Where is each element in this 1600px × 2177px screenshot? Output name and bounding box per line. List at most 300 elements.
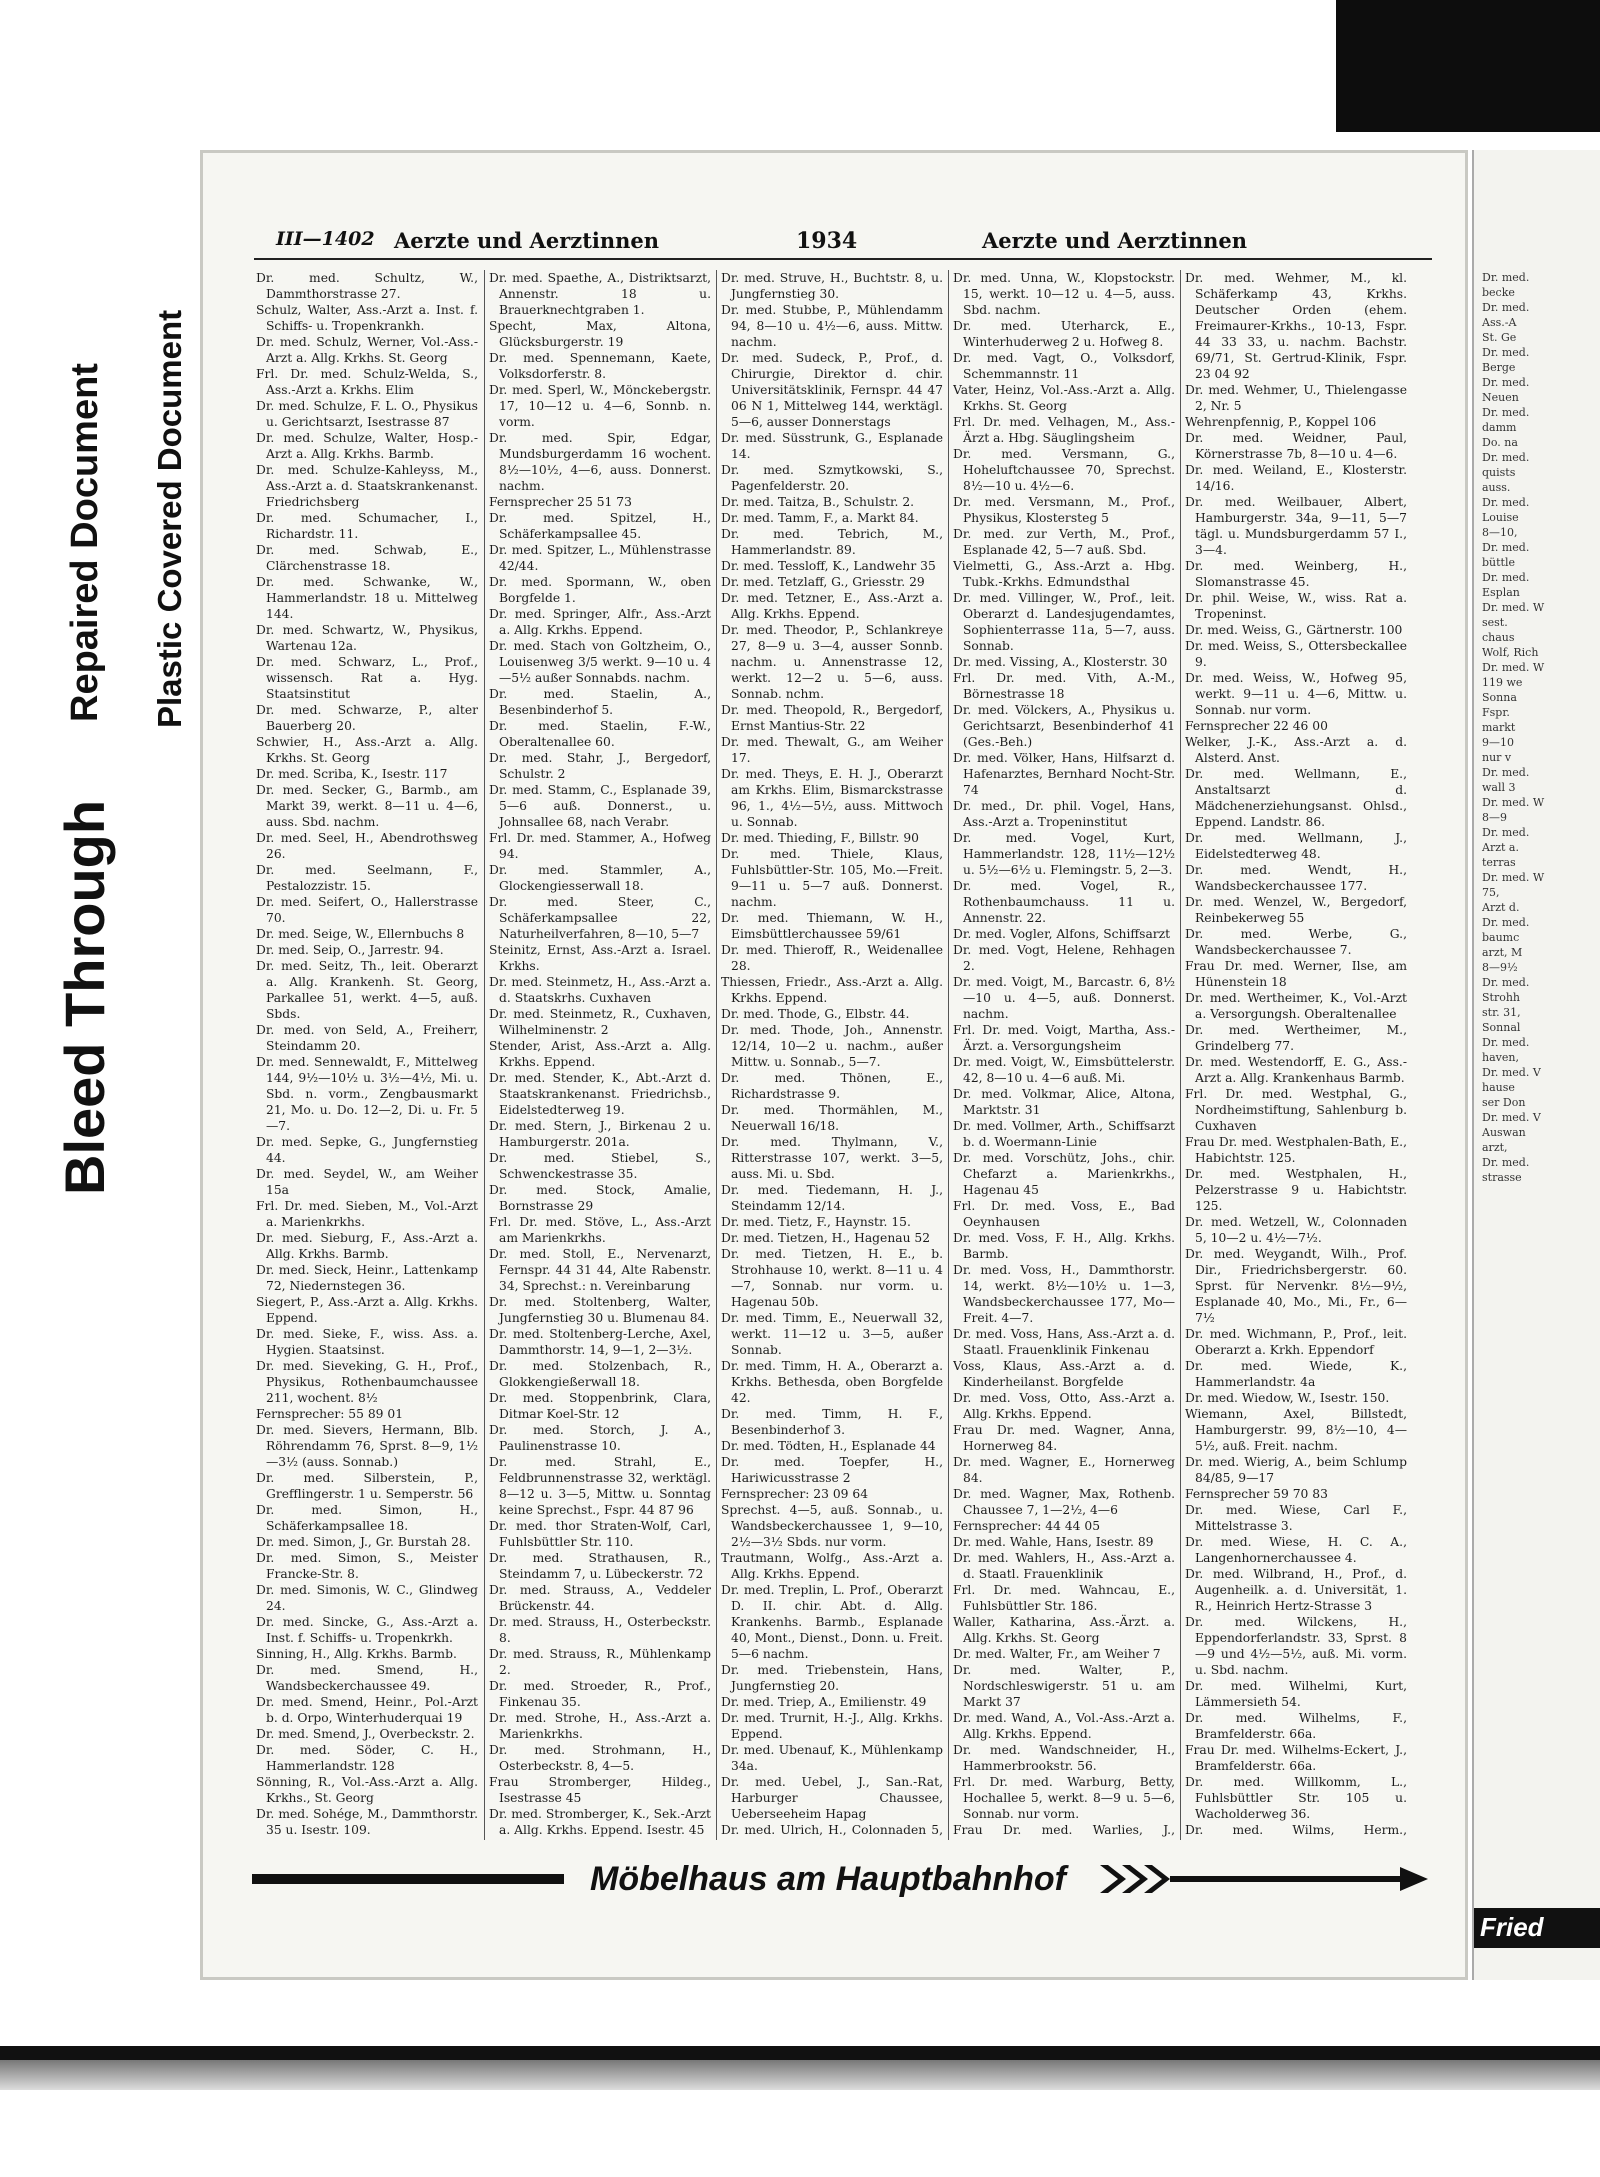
directory-entry: Dr. med. Taitza, B., Schulstr. 2. [721, 495, 915, 509]
directory-entry: Dr. med., Dr. phil. Vogel, Hans, Ass.-Arzt a. Tropeninstitut [953, 799, 1175, 829]
adjacent-page-fragment: 9—10 [1482, 736, 1514, 749]
adjacent-page-fragment: becke [1482, 286, 1515, 299]
adjacent-page-text [1474, 150, 1600, 1185]
directory-entry: Dr. med. Wellmann, E., Anstaltsarzt d. Mädchenerziehungsanst. Ohlsd., Eppend. Landstr. 86. [1185, 767, 1407, 829]
directory-entry: Dr. med. Seip, O., Jarrestr. 94. [256, 943, 444, 957]
adjacent-page-fragment: Dr. med. [1482, 301, 1530, 314]
directory-entry: Dr. med. Voss, Hans, Ass.-Arzt a. d. Staatl. Frauenklinik Finkenau [953, 1327, 1175, 1357]
directory-entry: Dr. med. Stolzenbach, R., Glokkengießerwall 18. [489, 1359, 711, 1389]
adjacent-page-fragment: Dr. med. V [1482, 1111, 1541, 1124]
directory-entry: Dr. med. Toepfer, H., Hariwicusstrasse 2 [721, 1455, 943, 1485]
adjacent-page-fragment: büttle [1482, 556, 1515, 569]
directory-entry: Dr. med. Scriba, K., Isestr. 117 [256, 767, 448, 781]
directory-entry: Dr. med. Versmann, M., Prof., Physikus, Klostersteg 5 [953, 495, 1175, 525]
directory-entry: Schwier, H., Ass.-Arzt a. Allg. Krkhs. St. Georg [256, 735, 478, 765]
directory-entry: Dr. med. Thieroff, R., Weidenallee 28. [721, 943, 943, 973]
adjacent-page-fragment: arzt, [1482, 1141, 1508, 1154]
directory-entry: Dr. med. Seige, W., Ellernbuchs 8 [256, 927, 465, 941]
adjacent-page-fragment: nur v [1482, 751, 1512, 764]
directory-entry: Dr. med. Wagner, E., Hornerweg 84. [953, 1455, 1175, 1485]
directory-entry: Dr. med. Sepke, G., Jungfernstieg 44. [256, 1135, 478, 1165]
directory-entry: Dr. med. Smend, Heinr., Pol.-Arzt b. d. Orpo, Winterhuderquai 19 [256, 1695, 478, 1725]
directory-entry: Frl. Dr. med. Stammer, A., Hofweg 94. [489, 831, 711, 861]
directory-entry: Dr. med. Weilbauer, Albert, Hamburgerstr. 34a, 9—11, 5—7 tägl. u. Mundsburgerdamm 57 I., 3—4. [1185, 495, 1407, 557]
directory-entry: Dr. med. Thode, Joh., Annenstr. 12/14, 10—2 u. nachm., außer Mittw. u. Sonnab., 5—7. [721, 1023, 943, 1069]
directory-entry: Dr. med. Voigt, W., Eimsbüttelerstr. 42, 8—10 u. 4—6 auß. Mi. [953, 1055, 1175, 1085]
directory-entry: Dr. med. Wagner, Max, Rothenb. Chaussee 7, 1—2½, 4—6 [953, 1487, 1175, 1517]
adjacent-page-fragment: Dr. med. [1482, 766, 1530, 779]
directory-entry: Dr. med. Theopold, R., Bergedorf, Ernst Mantius-Str. 22 [721, 703, 943, 733]
adjacent-page-fragment: markt [1482, 721, 1516, 734]
advertisement-banner [252, 1854, 1432, 1904]
running-title-right: Aerzte und Aerztinnen [982, 228, 1248, 253]
directory-entry: Dr. med. Szmytkowski, S., Pagenfelderstr. 20. [721, 463, 943, 493]
directory-entry: Dr. med. Weidner, Paul, Körnerstrasse 7b, 8—10 u. 4—6. [1185, 431, 1407, 461]
directory-entry: Dr. med. Thönen, E., Richardstrasse 9. [721, 1071, 943, 1101]
directory-entry: Dr. med. Stender, K., Abt.-Arzt d. Staatskrankenanst. Friedrichsb., Eidelstedterweg 19. [489, 1071, 711, 1117]
directory-entry: Dr. med. Schulze-Kahleyss, M., Ass.-Arzt a. d. Staatskrankenanst. Friedrichsberg [256, 463, 478, 509]
directory-entry: Dr. med. Strauss, H., Osterbeckstr. 8. [489, 1615, 711, 1645]
directory-entry: Dr. med. Tietz, F., Haynstr. 15. [721, 1215, 911, 1229]
directory-entry: Dr. med. Tessloff, K., Landwehr 35 [721, 559, 936, 573]
directory-entry: Frl. Dr. med. Voigt, Martha, Ass.-Ärzt. a. Versorgungsheim [953, 1023, 1175, 1053]
directory-entry: Dr. med. Wertheimer, K., Vol.-Arzt a. Versorgungsh. Oberaltenallee [1185, 991, 1407, 1021]
directory-entry: Dr. med. Vissing, A., Klosterstr. 30 [953, 655, 1168, 669]
column-2 [489, 270, 711, 1840]
directory-entry: Dr. med. Sieck, Heinr., Lattenkamp 72, Niedernstegen 36. [256, 1263, 478, 1293]
directory-entry: Dr. med. Strohe, H., Ass.-Arzt a. Marienkrkhs. [489, 1711, 711, 1741]
directory-entry: Dr. med. Stromberger, K., Sek.-Arzt a. Allg. Krkhs. Eppend. Isestr. 45 [489, 1807, 711, 1837]
directory-entry: Dr. med. Staelin, A., Besenbinderhof 5. [489, 687, 711, 717]
adjacent-page-fragment: Dr. med. [1482, 451, 1530, 464]
directory-entry: Dr. med. Wahle, Hans, Isestr. 89 [953, 1535, 1154, 1549]
adjacent-page-fragment: Arzt d. [1482, 901, 1520, 914]
page-year: 1934 [796, 228, 858, 254]
adjacent-page-fragment: Dr. med. W [1482, 601, 1545, 614]
adjacent-page-fragment: Louise [1482, 511, 1519, 524]
directory-entry: Fernsprecher: 23 09 64 [721, 1487, 869, 1501]
directory-entry: Dr. med. Seydel, W., am Weiher 15a [256, 1167, 478, 1197]
adjacent-page-fragment: Dr. med. [1482, 1156, 1530, 1169]
directory-entry: Dr. phil. Weise, W., wiss. Rat a. Tropeninst. [1185, 591, 1407, 621]
banner-arrow-icon [1100, 1859, 1430, 1899]
directory-entry: Dr. med. Strauss, R., Mühlenkamp 2. [489, 1647, 711, 1677]
column-3 [721, 270, 943, 1840]
directory-entry: Dr. med. Steinmetz, R., Cuxhaven, Wilhelminenstr. 2 [489, 1007, 711, 1037]
adjacent-page-fragment: Do. na [1482, 436, 1518, 449]
directory-entry: Frau Dr. med. Werner, Ilse, am Hünenstein 18 [1185, 959, 1407, 989]
directory-entry: Dr. med. Willkomm, L., Fuhlsbüttler Str. 105 u. Wacholderweg 36. [1185, 1775, 1407, 1821]
directory-entry: Frau Dr. med. Westphalen-Bath, E., Habichtstr. 125. [1185, 1135, 1407, 1165]
directory-entry: Dr. med. Triep, A., Emilienstr. 49 [721, 1695, 927, 1709]
directory-entry: Dr. med. Sieburg, F., Ass.-Arzt a. Allg. Krkhs. Barmb. [256, 1231, 478, 1261]
adjacent-page-fragment: ser Don [1482, 1096, 1526, 1109]
column-divider [1180, 270, 1181, 1840]
directory-entry: Frl. Dr. med. Stöve, L., Ass.-Arzt am Marienkrkhs. [489, 1215, 711, 1245]
directory-entry: Dr. med. Weygandt, Wilh., Prof. Dir., Friedrichsbergerstr. 60. Sprst. für Nervenkr. 8½—9½, Esplanade 40, Mo., Mi., Fr., 6—7½ [1185, 1247, 1407, 1325]
scan-black-corner [1336, 0, 1600, 132]
adjacent-page-fragment: damm [1482, 421, 1517, 434]
directory-entry: Dr. med. Springer, Alfr., Ass.-Arzt a. Allg. Krkhs. Eppend. [489, 607, 711, 637]
adjacent-page-fragment: Dr. med. [1482, 826, 1530, 839]
directory-entry: Frl. Dr. med. Sieben, M., Vol.-Arzt a. Marienkrkhs. [256, 1199, 478, 1229]
adjacent-page-fragment: Dr. med. W [1482, 661, 1545, 674]
adjacent-page-fragment: Berge [1482, 361, 1516, 374]
directory-entry: Dr. med. Weiss, S., Ottersbeckallee 9. [1185, 639, 1407, 669]
directory-entry: Dr. med. Thylmann, V., Ritterstrasse 107, werkt. 3—5, auss. Mi. u. Sbd. [721, 1135, 943, 1181]
directory-entry: Dr. med. zur Verth, M., Prof., Esplanade 42, 5—7 auß. Sbd. [953, 527, 1175, 557]
directory-entry: Siegert, P., Ass.-Arzt a. Allg. Krkhs. Eppend. [256, 1295, 478, 1325]
directory-entry: Dr. med. Vagt, O., Volksdorf, Schemmannstr. 11 [953, 351, 1175, 381]
banner-text: Möbelhaus am Hauptbahnhof [590, 1859, 1066, 1898]
directory-entry: Dr. med. Stamm, C., Esplanade 39, 5—6 auß. Donnerst., u. Johnsallee 68, nach Verabr. [489, 783, 711, 829]
directory-entry: Dr. med. Wiese, Carl F., Mittelstrasse 3. [1185, 1503, 1407, 1533]
directory-entry: Dr. med. Storch, J. A., Paulinenstrasse 10. [489, 1423, 711, 1453]
directory-entry: Dr. med. Stubbe, P., Mühlendamm 94, 8—10 u. 4½—6, auss. Mittw. nachm. [721, 303, 943, 349]
directory-entry: Fernsprecher: 55 89 01 [256, 1407, 404, 1421]
adjacent-page-fragment: 8—10, [1482, 526, 1518, 539]
directory-entry: Dr. med. Ubenauf, K., Mühlenkamp 34a. [721, 1743, 943, 1773]
adjacent-page-fragment: Dr. med. [1482, 271, 1530, 284]
adjacent-page-fragment: Dr. med. [1482, 976, 1530, 989]
directory-entry: Dr. med. Spitzel, H., Schäferkampsallee 45. [489, 511, 711, 541]
directory-entry: Dr. med. Schwanke, W., Hammerlandstr. 18 u. Mittelweg 144. [256, 575, 478, 621]
directory-entry: Dr. med. Weiss, W., Hofweg 95, werkt. 9—11 u. 4—6, Mittw. u. Sonnab. nur vorm. [1185, 671, 1407, 717]
directory-entry: Dr. med. Vogel, Kurt, Hammerlandstr. 128, 11½—12½ u. 5½—6½ u. Flemingstr. 5, 2—3. [953, 831, 1175, 877]
directory-entry: Dr. med. Strathausen, R., Steindamm 7, u. Lübeckerstr. 72 [489, 1551, 711, 1581]
directory-entry: Frl. Dr. med. Warburg, Betty, Hochallee 5, werkt. 8—9 u. 5—6, Sonnab. nur vorm. [953, 1775, 1175, 1821]
directory-entry: Dr. med. Theys, E. H. J., Oberarzt am Krkhs. Elim, Bismarckstrasse 96, 1., 4½—5½, auss. Mittwoch u. Sonnab. [721, 767, 943, 829]
directory-entry: Dr. med. Sudeck, P., Prof., d. Chirurgie, Direktor d. chir. Universitätsklinik, Fernspr. 44 47 06 N 1, Mittelweg 144, werktägl. 5—6, ausser Donnerstags [721, 351, 943, 429]
adjacent-page-fragment: Strohh [1482, 991, 1521, 1004]
adjacent-page-fragment: Dr. med. W [1482, 871, 1545, 884]
directory-entry: Fernsprecher 25 51 73 [489, 495, 632, 509]
directory-entry: Dr. med. Schulz, Werner, Vol.-Ass.-Arzt a. Allg. Krkhs. St. Georg [256, 335, 478, 365]
directory-entry: Sinning, H., Allg. Krkhs. Barmb. [256, 1647, 457, 1661]
adjacent-page-fragment: quists [1482, 466, 1516, 479]
directory-entry: Dr. med. Volkmar, Alice, Altona, Marktstr. 31 [953, 1087, 1175, 1117]
adjacent-page-fragment: strasse [1482, 1171, 1522, 1184]
directory-entry: Dr. med. Wiese, H. C. A., Langenhornerchaussee 4. [1185, 1535, 1407, 1565]
directory-entry: Voss, Klaus, Ass.-Arzt a. d. Kinderheilanst. Borgfelde [953, 1359, 1175, 1389]
directory-entry: Dr. med. Stiebel, S., Schwenckestrasse 35. [489, 1151, 711, 1181]
directory-entry: Dr. med. Villinger, W., Prof., leit. Oberarzt d. Landesjugendamtes, Sophienterrasse 11a, 5—7, auss. Sonnab. [953, 591, 1175, 653]
directory-entry: Dr. med. Trurnit, H.-J., Allg. Krkhs. Eppend. [721, 1711, 943, 1741]
banner-bar [252, 1874, 564, 1884]
directory-entry: Dr. med. Sennewaldt, F., Mittelweg 144, 9½—10½ u. 3½—4½, Mi. u. Sbd. n. vorm., Zengbausmarkt 21, Mo. u. Do. 12—2, Di. u. Fr. 5—7. [256, 1055, 478, 1133]
directory-entry: Dr. med. Westendorff, E. G., Ass.-Arzt a. Allg. Krankenhaus Barmb. [1185, 1055, 1407, 1085]
directory-entry: Dr. med. Tiedemann, H. J., Steindamm 12/14. [721, 1183, 943, 1213]
directory-entry: Sprechst. 4—5, auß. Sonnab., u. Wandsbeckerchaussee 1, 9—10, 2½—3½ Sbds. nur vorm. [721, 1503, 943, 1549]
column-4 [953, 270, 1175, 1840]
directory-entry: Dr. med. Uebel, J., San.-Rat, Harburger Chaussee, Ueberseeheim Hapag [721, 1775, 943, 1821]
directory-entry: Dr. med. Staelin, F.-W., Oberaltenallee 60. [489, 719, 711, 749]
directory-entry: Dr. med. Söder, C. H., Hammerlandstr. 128 [256, 1743, 478, 1773]
stamp-repaired-document: Repaired Document [64, 363, 106, 722]
directory-entry: Dr. med. Seelmann, F., Pestalozzistr. 15. [256, 863, 478, 893]
directory-entry: Dr. med. Wandschneider, H., Hammerbrookstr. 56. [953, 1743, 1175, 1773]
directory-entry: Fernsprecher: 44 44 05 [953, 1519, 1101, 1533]
adjacent-page-fragment: Fspr. [1482, 706, 1510, 719]
directory-entry: Dr. med. Vollmer, Arth., Schiffsarzt b. d. Woermann-Linie [953, 1119, 1175, 1149]
adjacent-page-fragment: 8—9 [1482, 811, 1507, 824]
directory-entry: Dr. med. Weiss, G., Gärtnerstr. 100 [1185, 623, 1403, 637]
directory-entry: Wiemann, Axel, Billstedt, Hamburgerstr. 99, 8½—10, 4—5½, auß. Freit. nachm. [1185, 1407, 1407, 1453]
directory-entry: Dr. med. Wilhelms, F., Bramfelderstr. 66a. [1185, 1711, 1407, 1741]
directory-entry: Schulz, Walter, Ass.-Arzt a. Inst. f. Schiffs- u. Tropenkrankh. [256, 303, 478, 333]
adjacent-page-fragment: terras [1482, 856, 1516, 869]
adjacent-page-fragment: Dr. med. V [1482, 1066, 1541, 1079]
directory-entry: Dr. med. Schwab, E., Clärchenstrasse 18. [256, 543, 478, 573]
directory-entry: Dr. med. Stoltenberg, Walter, Jungfernstieg 30 u. Blumenau 84. [489, 1295, 711, 1325]
directory-entry: Dr. med. Uterharck, E., Winterhuderweg 2 u. Hofweg 8. [953, 319, 1175, 349]
adjacent-page-fragment: Dr. med. [1482, 406, 1530, 419]
directory-entry: Dr. med. Weiland, E., Klosterstr. 14/16. [1185, 463, 1407, 493]
directory-entry: Dr. med. Schulze, Walter, Hosp.-Arzt a. Allg. Krkhs. Barmb. [256, 431, 478, 461]
adjacent-page-fragment: Dr. med. W [1482, 796, 1545, 809]
adjacent-page-fragment: 8—9½ [1482, 961, 1518, 974]
directory-entry: Dr. med. Thiele, Klaus, Fuhlsbüttler-Str. 105, Mo.—Freit. 9—11 u. 5—7 auß. Donnerst. nachm. [721, 847, 943, 909]
directory-entry: Dr. med. Sievers, Hermann, Blb. Röhrendamm 76, Sprst. 8—9, 1½—3½ (auss. Sonnab.) [256, 1423, 478, 1469]
directory-entry: Dr. med. Ulrich, H., Colonnaden 5, [721, 1823, 943, 1837]
adjacent-page-fragment: 119 we [1482, 676, 1523, 689]
directory-entry: Fernsprecher 22 46 00 [1185, 719, 1328, 733]
directory-entry: Dr. med. Voss, H., Dammthorstr. 14, werkt. 8½—10½ u. 1—3, Wandsbeckerchaussee 177, Mo—Freit. 4—7. [953, 1263, 1175, 1325]
directory-entry: Dr. med. Wertheimer, M., Grindelberg 77. [1185, 1023, 1407, 1053]
adjacent-page-fragment: Dr. med. [1482, 496, 1530, 509]
directory-entry: Dr. med. Schultz, W., Dammthorstrasse 27. [256, 271, 478, 301]
column-1 [256, 270, 478, 1840]
directory-entry: Dr. med. Sperl, W., Mönckebergstr. 17, 10—12 u. 4—6, Sonnb. n. vorm. [489, 383, 711, 429]
directory-entry: Dr. med. Steinmetz, H., Ass.-Arzt a. d. Staatskrhs. Cuxhaven [489, 975, 711, 1005]
directory-entry: Waller, Katharina, Ass.-Ärzt. a. Allg. Krkhs. St. Georg [953, 1615, 1175, 1645]
directory-entry: Dr. med. Tebrich, M., Hammerlandstr. 89. [721, 527, 943, 557]
directory-entry: Dr. med. Vogel, R., Rothenbaumchauss. 11 u. Annenstr. 22. [953, 879, 1175, 925]
directory-entry: Dr. med. Stoltenberg-Lerche, Axel, Dammthorstr. 14, 9—1, 2—3½. [489, 1327, 711, 1357]
directory-entry: Dr. med. Simon, J., Gr. Burstah 28. [256, 1535, 471, 1549]
column-divider [716, 270, 717, 1840]
directory-entry: Dr. med. Wilhelmi, Kurt, Lämmersieth 54. [1185, 1679, 1407, 1709]
directory-entry: Dr. med. Unna, W., Klopstockstr. 15, werkt. 10—12 u. 4—5, auss. Sbd. nachm. [953, 271, 1175, 317]
directory-entry: Dr. med. Völker, Hans, Hilfsarzt d. Hafenarztes, Bernhard Nocht-Str. 74 [953, 751, 1175, 797]
adjacent-page-fragment: sest. [1482, 616, 1508, 629]
directory-entry: Frau Dr. med. Wagner, Anna, Hornerweg 84. [953, 1423, 1175, 1453]
directory-entry: Frl. Dr. med. Voss, E., Bad Oeynhausen [953, 1199, 1175, 1229]
directory-entry: Frl. Dr. med. Schulz-Welda, S., Ass.-Arzt a. Krkhs. Elim [256, 367, 478, 397]
directory-entry: Dr. med. Stroeder, R., Prof., Finkenau 35. [489, 1679, 711, 1709]
directory-entry: Sönning, R., Vol.-Ass.-Arzt a. Allg. Krkhs., St. Georg [256, 1775, 478, 1805]
page-number: III—1402 [276, 228, 375, 250]
header-rule [254, 258, 1432, 260]
adjacent-page [1472, 150, 1600, 1980]
adjacent-page-fragment: St. Ge [1482, 331, 1517, 344]
adjacent-page-fragment: Neuen [1482, 391, 1519, 404]
directory-entry: Dr. med. Strahl, E., Feldbrunnenstrasse 32, werktägl. 8—12 u. 3—5, Mittw. u. Sonntag keine Sprechst., Fspr. 44 87 96 [489, 1455, 711, 1517]
directory-entry: Dr. med. Vogt, Helene, Rehhagen 2. [953, 943, 1175, 973]
running-title-left: Aerzte und Aerztinnen [394, 228, 660, 253]
directory-entry: Dr. med. Simon, H., Schäferkampsallee 18. [256, 1503, 478, 1533]
directory-entry: Stender, Arist, Ass.-Arzt a. Allg. Krkhs. Eppend. [489, 1039, 711, 1069]
directory-entry: Dr. med. Wilbrand, H., Prof., d. Augenheilk. a. d. Universität, 1. R., Heinrich Hertz-Strasse 3 [1185, 1567, 1407, 1613]
adjacent-page-fragment: Dr. med. [1482, 346, 1530, 359]
directory-entry: Dr. med. Spormann, W., oben Borgfelde 1. [489, 575, 711, 605]
directory-entry [256, 1838, 478, 1840]
adjacent-page-banner: Fried [1474, 1908, 1600, 1948]
directory-entry: Steinitz, Ernst, Ass.-Arzt a. Israel. Krkhs. [489, 943, 711, 973]
directory-entry: Dr. med. Wahlers, H., Ass.-Arzt a. d. Staatl. Frauenklinik [953, 1551, 1175, 1581]
directory-entry: Dr. med. Walter, P., Nordschleswigerstr. 51 u. am Markt 37 [953, 1663, 1175, 1709]
directory-entry: Dr. med. Wiedow, W., Isestr. 150. [1185, 1391, 1390, 1405]
stamp-bleed-through: Bleed Through [53, 799, 116, 1195]
directory-entry: Dr. med. Wellmann, J., Eidelstedterweg 48. [1185, 831, 1407, 861]
adjacent-page-fragment: Sonnal [1482, 1021, 1521, 1034]
adjacent-page-fragment: Dr. med. [1482, 1036, 1530, 1049]
directory-entry: Dr. med. Steer, C., Schäferkampsallee 22, Naturheilverfahren, 8—10, 5—7 [489, 895, 711, 941]
directory-entry: Dr. med. Stahr, J., Bergedorf, Schulstr. 2 [489, 751, 711, 781]
adjacent-page-fragment: Arzt a. [1482, 841, 1519, 854]
directory-entry: Dr. med. Tetzner, E., Ass.-Arzt a. Allg. Krkhs. Eppend. [721, 591, 943, 621]
directory-entry: Dr. med. Sohége, M., Dammthorstr. 35 u. Isestr. 109. [256, 1807, 478, 1837]
directory-entry: Dr. med. Thode, G., Elbstr. 44. [721, 1007, 910, 1021]
directory-entry: Dr. med. Werbe, G., Wandsbeckerchaussee 7. [1185, 927, 1407, 957]
adjacent-page-fragment: baumc [1482, 931, 1520, 944]
directory-entry: Dr. med. Vogler, Alfons, Schiffsarzt [953, 927, 1171, 941]
column-divider [484, 270, 485, 1840]
directory-entry: Dr. med. Triebenstein, Hans, Jungfernstieg 20. [721, 1663, 943, 1693]
directory-entry: Dr. med. Smend, H., Wandsbeckerchaussee 49. [256, 1663, 478, 1693]
directory-entry: Dr. med. Smend, J., Overbeckstr. 2. [256, 1727, 475, 1741]
directory-entry: Dr. med. Silberstein, P., Grefflingerstr. 1 u. Semperstr. 56 [256, 1471, 478, 1501]
directory-entry: Dr. med. Timm, H. F., Besenbinderhof 3. [721, 1407, 943, 1437]
directory-entry: Dr. med. Voigt, M., Barcastr. 6, 8½—10 u. 4—5, auß. Donnerst. nachm. [953, 975, 1175, 1021]
directory-entry: Dr. med. Spir, Edgar, Mundsburgerdamm 16 wochent. 8½—10½, 4—6, auss. Donnerst. nachm. [489, 431, 711, 493]
adjacent-page-fragment: Ass.-A [1482, 316, 1517, 329]
adjacent-page-fragment: hause [1482, 1081, 1515, 1094]
directory-entry: Dr. med. Sieke, F., wiss. Ass. a. Hygien. Staatsinst. [256, 1327, 478, 1357]
directory-entry: Dr. med. Seitz, Th., leit. Oberarzt a. Allg. Krankenh. St. Georg, Parkallee 51, werkt. 4—5, auß. Sbds. [256, 959, 478, 1021]
directory-entry: Dr. med. Thieding, F., Billstr. 90 [721, 831, 919, 845]
directory-entry: Dr. med. Treplin, L. Prof., Oberarzt D. II. chir. Abt. d. Allg. Krankenhs. Barmb., Esplanade 40, Mont., Dienst., Donn. u. Freit. 5—6 nachm. [721, 1583, 943, 1661]
directory-entry: Dr. med. Strauss, A., Veddeler Brückenstr. 44. [489, 1583, 711, 1613]
directory-entry: Dr. med. Wiede, K., Hammerlandstr. 4a [1185, 1359, 1407, 1389]
directory-entry: Dr. med. Wand, A., Vol.-Ass.-Arzt a. Allg. Krkhs. Eppend. [953, 1711, 1175, 1741]
directory-entry: Dr. med. Wehmer, M., kl. Schäferkamp 43, Krkhs. Deutscher Orden (ehem. Freimaurer-Krkhs., 10-13, Fspr. 44 33 33, u. nachm. Bachstr. 69/71, St. Gertrud-Klinik, Fspr. 23 04 92 [1185, 271, 1407, 381]
directory-entry: Frau Stromberger, Hildeg., Isestrasse 45 [489, 1775, 711, 1805]
directory-entry: Dr. med. Thormählen, M., Neuerwall 16/18. [721, 1103, 943, 1133]
directory-entry: Dr. med. Simonis, W. C., Glindweg 24. [256, 1583, 478, 1613]
directory-entry: Dr. med. Spaethe, A., Distriktsarzt, Annenstr. 18 u. Brauerknechtgraben 1. [489, 271, 711, 317]
directory-entry: Dr. med. Wetzell, W., Colonnaden 5, 10—2 u. 4½—7½. [1185, 1215, 1407, 1245]
directory-entry: Dr. med. Wierig, A., beim Schlump 84/85, 9—17 [1185, 1455, 1407, 1485]
adjacent-page-fragment: arzt, M [1482, 946, 1523, 959]
directory-entry: Dr. med. Thiemann, W. H., Eimsbüttlerchaussee 59/61 [721, 911, 943, 941]
directory-entry: Dr. med. Tietzen, H., Hagenau 52 [721, 1231, 931, 1245]
directory-entry: Dr. med. Wilckens, H., Eppendorferlandstr. 33, Sprst. 8—9 und 4½—5½, auß. Mi. vorm. u. Sbd. nachm. [1185, 1615, 1407, 1677]
stamp-plastic-covered: Plastic Covered Document [151, 309, 188, 728]
directory-entry: Wehrenpfennig, P., Koppel 106 [1185, 415, 1377, 429]
directory-entry: Dr. med. Weinberg, H., Slomanstrasse 45. [1185, 559, 1407, 589]
directory-entry: Dr. med. Wenzel, W., Bergedorf, Reinbekerweg 55 [1185, 895, 1407, 925]
directory-entry: Dr. med. Schulze, F. L. O., Physikus u. Gerichtsarzt, Isestrasse 87 [256, 399, 478, 429]
directory-entry [489, 1838, 711, 1840]
adjacent-page-fragment: Dr. med. [1482, 916, 1530, 929]
adjacent-page-fragment: Dr. med. [1482, 571, 1530, 584]
directory-entry: Dr. med. Timm, E., Neuerwall 32, werkt. 11—12 u. 3—5, außer Sonnab. [721, 1311, 943, 1357]
directory-entry: Dr. med. Schwartz, W., Physikus, Wartenau 12a. [256, 623, 478, 653]
directory-entry: Dr. med. Sieveking, G. H., Prof., Physikus, Rothenbaumchaussee 211, wochent. 8½ [256, 1359, 478, 1405]
directory-entry: Dr. med. Stoppenbrink, Clara, Ditmar Koel-Str. 12 [489, 1391, 711, 1421]
directory-entry: Dr. med. Schwarze, P., alter Bauerberg 20. [256, 703, 478, 733]
directory-entry: Frau Dr. med. Wilhelms-Eckert, J., Bramfelderstr. 66a. [1185, 1743, 1407, 1773]
directory-entry: Dr. med. Struve, H., Buchtstr. 8, u. Jungfernstieg 30. [721, 271, 943, 301]
directory-entry: Frl. Dr. med. Velhagen, M., Ass.-Ärzt a. Hbg. Säuglingsheim [953, 415, 1175, 445]
directory-entry: Specht, Max, Altona, Glücksburgerstr. 19 [489, 319, 711, 349]
directory-entry: Dr. med. Tietzen, H. E., b. Strohhause 10, werkt. 8—11 u. 4—7, Sonnab. nur vorm. u. Hagenau 50b. [721, 1247, 943, 1309]
directory-entry: Dr. med. Stoll, E., Nervenarzt, Fernspr. 44 31 44, Alte Rabenstr. 34, Sprechst.: n. Vereinbarung [489, 1247, 711, 1293]
directory-entry: Thiessen, Friedr., Ass.-Arzt a. Allg. Krkhs. Eppend. [721, 975, 943, 1005]
directory-entry: Dr. med. Walter, Fr., am Weiher 7 [953, 1647, 1161, 1661]
adjacent-page-fragment: chaus [1482, 631, 1515, 644]
directory-entry: Vielmetti, G., Ass.-Arzt a. Hbg. Tubk.-Krkhs. Edmundsthal [953, 559, 1175, 589]
directory-entry: Dr. med. Voss, F. H., Allg. Krkhs. Barmb. [953, 1231, 1175, 1261]
directory-entry: Frl. Dr. med. Westphal, G., Nordheimstiftung, Sahlenburg b. Cuxhaven [1185, 1087, 1407, 1133]
directory-entry: Frl. Dr. med. Vith, A.-M., Börnestrasse 18 [953, 671, 1175, 701]
adjacent-page-fragment: Dr. med. [1482, 376, 1530, 389]
directory-entry: Dr. med. Voss, Otto, Ass.-Arzt a. Allg. Krkhs. Eppend. [953, 1391, 1175, 1421]
directory-entry: Dr. med. Völckers, A., Physikus u. Gerichtsarzt, Besenbinderhof 41 (Ges.-Beh.) [953, 703, 1175, 749]
directory-entry: Fernsprecher 59 70 83 [1185, 1487, 1328, 1501]
adjacent-page-fragment: auss. [1482, 481, 1511, 494]
directory-entry: Dr. med. Secker, G., Barmb., am Markt 39, werkt. 8—11 u. 4—6, auss. Sbd. nachm. [256, 783, 478, 829]
directory-entry: Dr. med. Tetzlaff, G., Griesstr. 29 [721, 575, 925, 589]
adjacent-page-fragment: 75, [1482, 886, 1500, 899]
adjacent-page-fragment: haven, [1482, 1051, 1519, 1064]
directory-entry: Dr. med. Seel, H., Abendrothsweg 26. [256, 831, 478, 861]
directory-entry: Vater, Heinz, Vol.-Ass.-Arzt a. Allg. Krkhs. St. Georg [953, 383, 1175, 413]
directory-entry: Welker, J.-K., Ass.-Arzt a. d. Alsterd. Anst. [1185, 735, 1407, 765]
directory-entry: Dr. med. Vorschütz, Johs., chir. Chefarzt a. Marienkrkhs., Hagenau 45 [953, 1151, 1175, 1197]
adjacent-page-fragment: wall 3 [1482, 781, 1516, 794]
adjacent-page-fragment: Esplan [1482, 586, 1520, 599]
directory-entry: Dr. med. Wilms, Herm., [1185, 1823, 1407, 1837]
adjacent-page-fragment: Wolf, Rich [1482, 646, 1539, 659]
directory-entry: Frau Dr. med. Warlies, J., [953, 1823, 1175, 1837]
column-5 [1185, 270, 1407, 1840]
directory-entry: Dr. med. Wehmer, U., Thielengasse 2, Nr. 5 [1185, 383, 1407, 413]
directory-entry: Dr. med. Schumacher, I., Richardstr. 11. [256, 511, 478, 541]
directory-entry: Dr. med. Spitzer, L., Mühlenstrasse 42/44. [489, 543, 711, 573]
directory-entry: Dr. med. Thewalt, G., am Weiher 17. [721, 735, 943, 765]
directory-entry: Dr. med. Stach von Goltzheim, O., Louisenweg 3/5 werkt. 9—10 u. 4—5½ außer Sonnabds. nachm. [489, 639, 711, 685]
directory-entry: Frl. Dr. med. Wahncau, E., Fuhlsbüttler Str. 186. [953, 1583, 1175, 1613]
directory-entry: Dr. med. von Seld, A., Freiherr, Steindamm 20. [256, 1023, 478, 1053]
directory-entry: Dr. med. Schwarz, L., Prof., wissensch. Rat a. Hyg. Staatsinstitut [256, 655, 478, 701]
directory-entry: Dr. med. Theodor, P., Schlankreye 27, 8—9 u. 3—4, ausser Sonnb. nachm. u. Annenstrasse 12, werkt. 12—2 u. 5—6, auss. Sonnab. nchm. [721, 623, 943, 701]
directory-entry: Trautmann, Wolfg., Ass.-Arzt a. Allg. Krkhs. Eppend. [721, 1551, 943, 1581]
adjacent-page-fragment: Sonna [1482, 691, 1517, 704]
column-divider [948, 270, 949, 1840]
directory-entry: Dr. med. Wichmann, P., Prof., leit. Oberarzt a. Krkh. Eppendorf [1185, 1327, 1407, 1357]
directory-entry: Dr. med. Timm, H. A., Oberarzt a. Krkhs. Bethesda, oben Borgfelde 42. [721, 1359, 943, 1405]
directory-entry: Dr. med. Simon, S., Meister Francke-Str. 8. [256, 1551, 478, 1581]
directory-entry: Dr. med. Spennemann, Kaete, Volksdorferstr. 8. [489, 351, 711, 381]
directory-entry: Dr. med. Sincke, G., Ass.-Arzt a. Inst. f. Schiffs- u. Tropenkrkh. [256, 1615, 478, 1645]
directory-entry: Dr. med. Stammler, A., Glockengiesserwall 18. [489, 863, 711, 893]
adjacent-page-fragment: Auswan [1482, 1126, 1526, 1139]
adjacent-page-fragment: Dr. med. [1482, 541, 1530, 554]
directory-entry: Dr. med. Süsstrunk, G., Esplanade 14. [721, 431, 943, 461]
directory-entry: Dr. med. thor Straten-Wolf, Carl, Fuhlsbüttler Str. 110. [489, 1519, 711, 1549]
